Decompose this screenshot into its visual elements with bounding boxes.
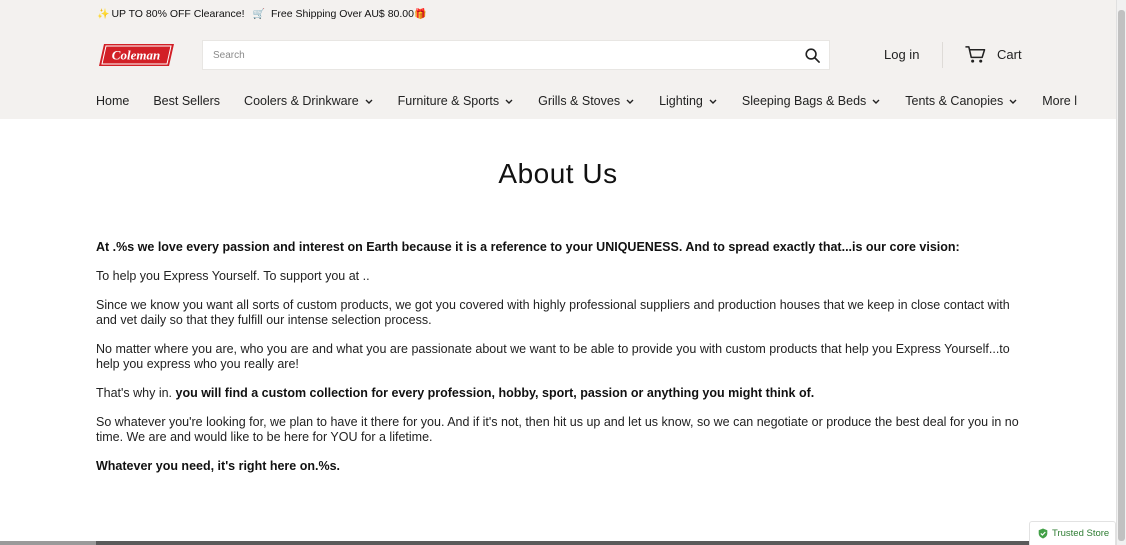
nav-item-more[interactable] (1042, 94, 1077, 108)
scrollbar[interactable] (1116, 0, 1126, 545)
page-title: About Us (498, 158, 618, 189)
trusted-store-badge[interactable] (1029, 521, 1116, 545)
trusted-store-label: Trusted Store (1052, 528, 1110, 539)
shield-check-icon (1038, 528, 1048, 539)
bottom-bar (0, 541, 1116, 545)
cart-icon (965, 45, 986, 64)
search-input[interactable] (203, 41, 795, 69)
chevron-down-icon (1009, 99, 1017, 104)
paragraph-express-yourself: To help you Express Yourself. To support you at .. (96, 269, 370, 283)
paragraph-collection (96, 386, 1021, 401)
about-content (96, 240, 1021, 488)
chevron-down-icon (872, 99, 880, 104)
promo-shipping-text: Free Shipping Over AU$ 80.00 (270, 8, 414, 20)
scrollbar-thumb[interactable] (1118, 10, 1125, 541)
nav-item-best-sellers[interactable] (153, 94, 220, 108)
nav-item-label: More l (1042, 94, 1077, 108)
paragraph-custom-products: No matter where you are, who you are and what you are passionate about we want to be able to provide you with custom products that help you Express Yourself...to help you express who you really are! (96, 342, 1010, 371)
sparkle-icon: ✨ (97, 8, 110, 20)
logo-text: Coleman (111, 47, 161, 63)
nav-item-tents-canopies[interactable] (905, 94, 1017, 108)
cart-label: Cart (997, 46, 1022, 62)
nav-item-label: Tents & Canopies (905, 94, 1004, 108)
nav-item-furniture-sports[interactable] (398, 94, 513, 108)
nav-item-grills-stoves[interactable] (538, 94, 634, 108)
main-nav (96, 93, 1077, 109)
nav-item-lighting[interactable] (659, 94, 717, 108)
coleman-logo[interactable] (98, 43, 175, 67)
nav-item-label: Home (96, 94, 130, 108)
promo-clearance-text: UP TO 80% OFF Clearance! (111, 8, 245, 20)
chevron-down-icon (365, 99, 373, 104)
gift-icon: 🎁 (413, 8, 427, 20)
nav-item-coolers-drinkware[interactable] (244, 94, 373, 108)
nav-item-label: Furniture & Sports (397, 94, 500, 108)
nav-item-label: Sleeping Bags & Beds (741, 94, 867, 108)
header-divider (942, 42, 943, 68)
nav-item-label: Lighting (659, 94, 703, 108)
nav-item-label: Best Sellers (153, 94, 221, 108)
chevron-down-icon (505, 99, 513, 104)
paragraph-collection-bold: you will find a custom collection for every profession, hobby, sport, passion or anything you might think of. (175, 386, 815, 400)
login-link[interactable]: Log in (884, 47, 920, 62)
search-bar (202, 40, 830, 70)
shopping-cart-emoji-icon: 🛒 (252, 8, 265, 20)
cart-link[interactable] (965, 43, 1022, 65)
chevron-down-icon (626, 99, 634, 104)
paragraph-core-vision: At .%s we love every passion and interest on Earth because it is a reference to your UNIQUENESS. And to spread exactly that...is our core vision: (96, 240, 960, 254)
paragraph-right-here: Whatever you need, it's right here on.%s. (96, 459, 340, 473)
paragraph-lifetime: So whatever you're looking for, we plan to have it there for you. And if it's not, then hit us up and let us know, so we can negotiate or produce the best deal for you in no time. We are and would like to be here for YOU for a lifetime. (96, 415, 1019, 444)
nav-item-label: Coolers & Drinkware (244, 94, 359, 108)
nav-item-sleeping-bags-beds[interactable] (742, 94, 880, 108)
paragraph-collection-prefix: That's why in. (96, 386, 176, 400)
nav-item-home[interactable] (96, 94, 129, 108)
search-button[interactable] (795, 40, 829, 70)
paragraph-suppliers: Since we know you want all sorts of custom products, we got you covered with highly professional suppliers and production houses that we keep in close contact with and vet daily so that they fulfill our intense selection process. (96, 298, 1010, 327)
search-icon (805, 48, 820, 63)
promo-bar (97, 7, 428, 21)
chevron-down-icon (709, 99, 717, 104)
nav-item-label: Grills & Stoves (538, 94, 621, 108)
